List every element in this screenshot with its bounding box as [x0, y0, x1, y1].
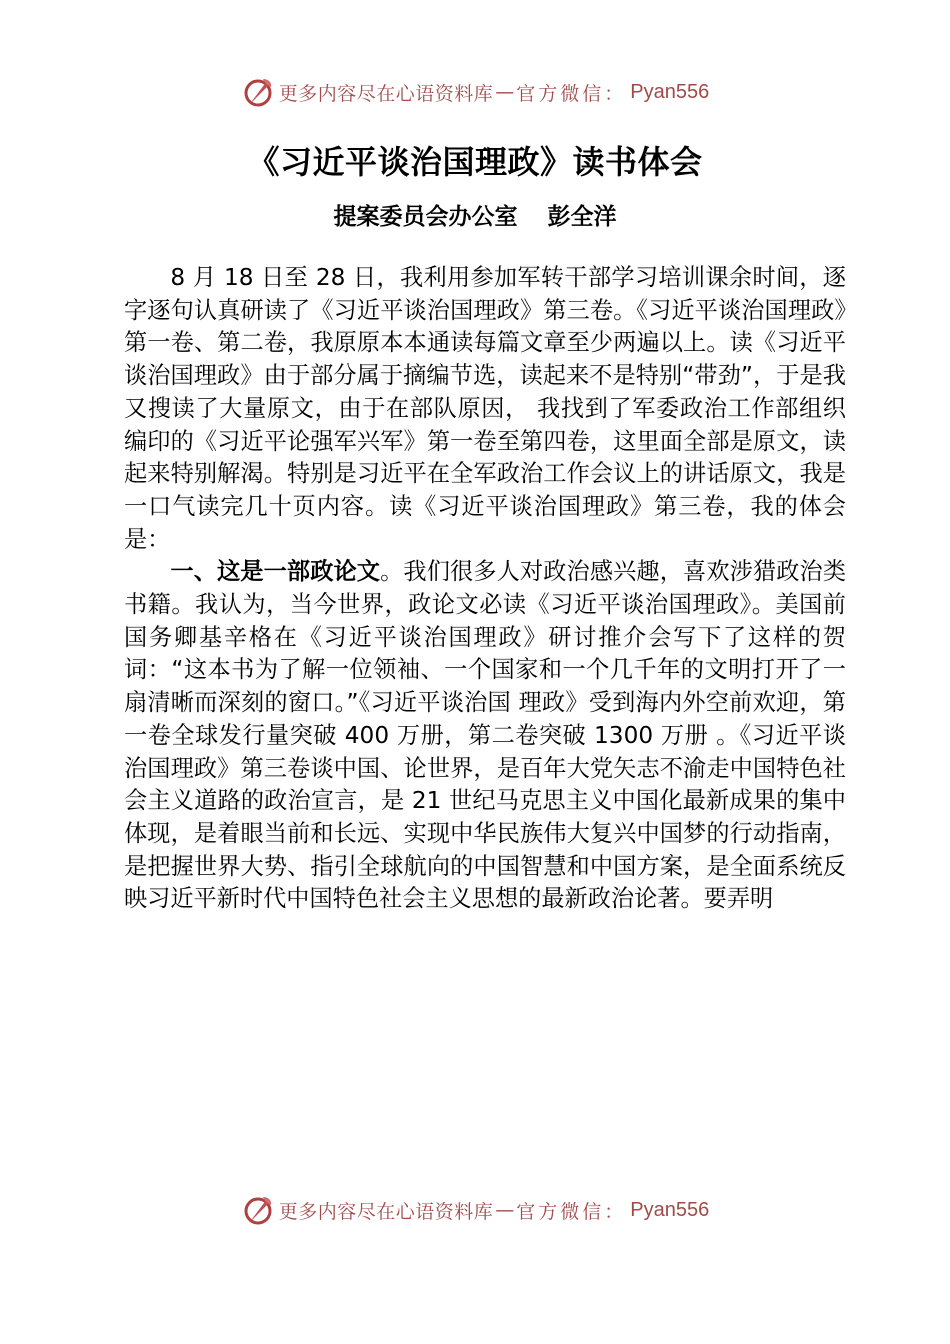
paragraph-1: 8 月 18 日至 28 日，我利用参加军转干部学习培训课余时间，逐字逐句认真研读了《习近平谈治国理政》第三卷。《习近平谈治国理政》第一卷、第二卷，我原原本本通读每篇文章至少两遍以上。读《习近平谈治国理政》由于部分属于摘编节选，读起来不是特别“带劲”，于是我又搜读了大量原文，由于在部队原因， 我找到了军委政治工作部组织编印的《习近平论强军兴军》第一卷至第四卷，这里面全部是原文，读起来特别解渴。特别是习近平在全军政治工作会议上的讲话原文，我是一口气读完几十页内容。读《习近平谈治国理政》第三卷，我的体会是： — [124, 264, 846, 553]
watermark-separator: — — [495, 81, 515, 103]
document-body — [124, 262, 846, 916]
quill-logo-icon — [241, 75, 275, 109]
paragraph-2-text: 。我们很多人对政治感兴趣，喜欢涉猎政治类书籍。我认为，当今世界，政论文必读《习近平谈治国理政》。美国前国务卿基辛格在《习近平谈治国理政》研讨推介会写下了这样的贺词：“这本书为了解一位领袖、一个国家和一个几千年的文明打开了一扇清晰而深刻的窗口。”《习近平谈治国 理政》受到海内外空前欢迎，第一卷全球发行量突破 400 万册，第二卷突破 1300 万册 。《习近平谈治国理政》第三卷谈中国、论世界，是百年大党矢志不渝走中国特色社会主义道路的政治宣言，是 21 世纪马克思主义中国化最新成果的集中体现，是着眼当前和长远、实现中华民族伟大复兴中国梦的行动指南，是把握世界大势、指引全球航向的中国智慧和中国方案，是全面系统反映习近平新时代中国特色社会主义思想的最新政治论著。要弄明 — [124, 558, 847, 913]
watermark-banner-top — [0, 72, 950, 112]
author-department: 提案委员会办公室 — [333, 204, 518, 230]
watermark-wechat-label: 官方微信： — [516, 1200, 627, 1223]
watermark-wechat-id: Pyan556 — [630, 80, 710, 103]
watermark-separator: — — [495, 1199, 515, 1221]
watermark-wechat-label: 官方微信： — [516, 82, 627, 105]
watermark-site-text: 更多内容尽在心语资料库 — [278, 1200, 494, 1223]
author-line — [0, 198, 950, 231]
paragraph-2 — [124, 556, 846, 916]
document-title: 《习近平谈治国理政》读书体会 — [247, 143, 703, 181]
watermark-banner-bottom — [0, 1190, 950, 1230]
author-name: 彭全洋 — [547, 204, 617, 230]
quill-logo-icon — [241, 1193, 275, 1227]
watermark-site-text: 更多内容尽在心语资料库 — [278, 82, 494, 105]
section-heading-1: 一、这是一部政论文 — [170, 558, 381, 586]
watermark-wechat-id: Pyan556 — [630, 1198, 710, 1221]
